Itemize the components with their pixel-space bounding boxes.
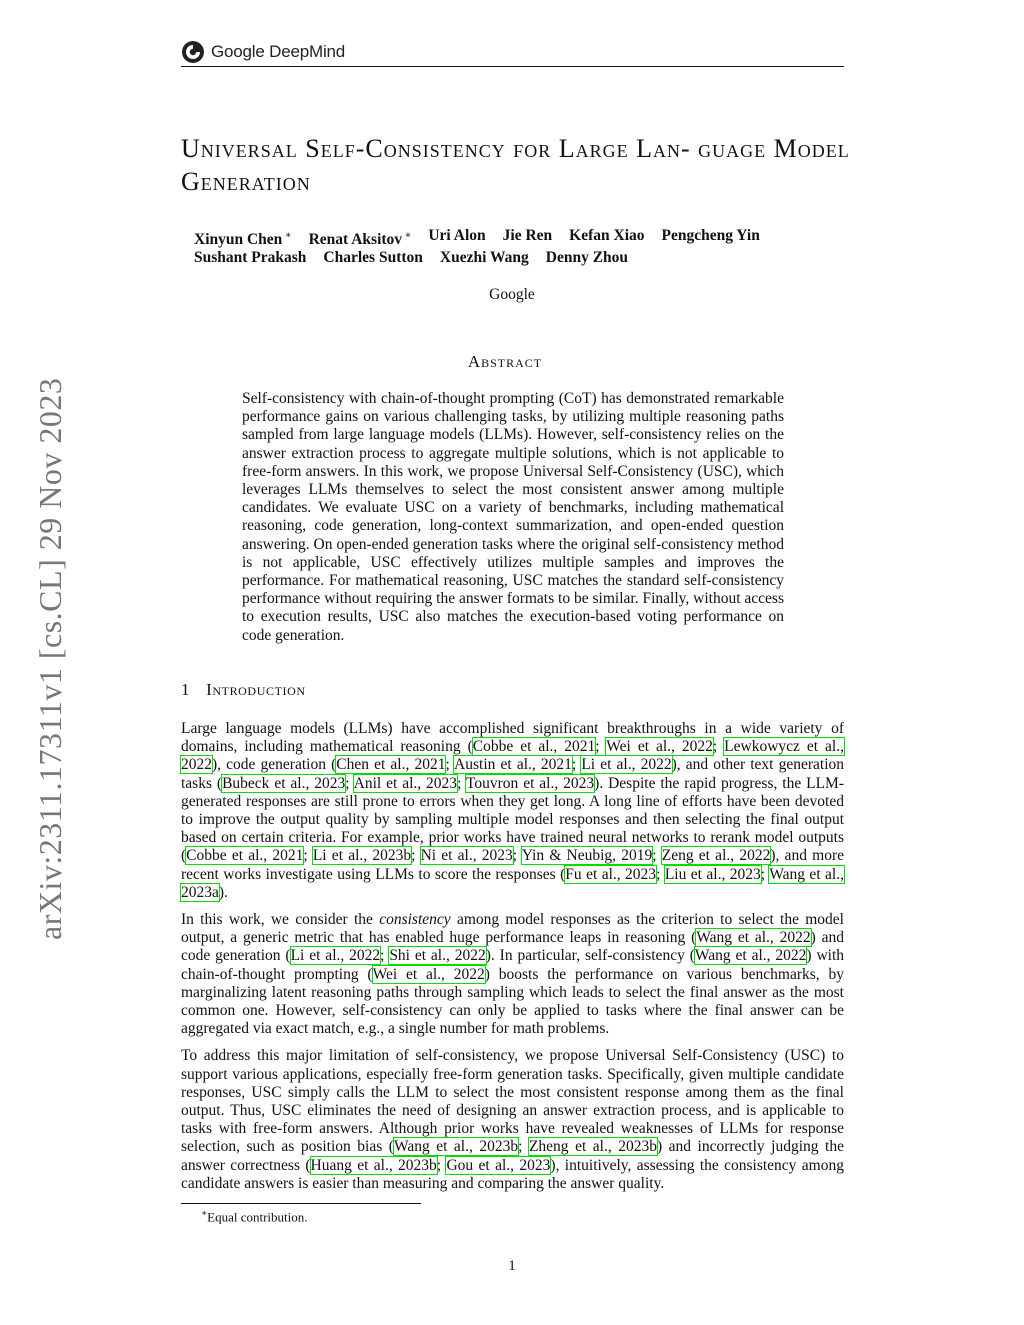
citation-link[interactable]: Anil et al., 2023 (353, 774, 458, 792)
paper-title: Universal Self-Consistency for Large Lan- guage Model Generation (181, 134, 850, 196)
paragraph: Large language models (LLMs) have accomplished significant breakthroughs in a wide variety of domains, including mathematical reasoning (Cobbe et al., 2021; Wei et al., 2022; Lewkowycz et al., 2022), code generation (Chen et al., 2021; Austin et al., 2021; Li et al., 2022), and other text generation tasks (Bubeck et al., 2023; Anil et al., 2023; Touvron et al., 2023). Despite the rapid progress, the LLM-generated responses are still prone to errors when they get long. A long line of efforts have been devoted to improve the output quality by sampling multiple model responses and then selecting the final output based on certain criteria. For example, prior works have trained neural networks to rerank model outputs (Cobbe et al., 2021; Li et al., 2023b; Ni et al., 2023; Yin & Neubig, 2019; Zeng et al., 2022), and more recent works investigate using LLMs to score the responses (Fu et al., 2023; Liu et al., 2023; Wang et al., 2023a). (181, 720, 845, 901)
author-list (194, 227, 834, 267)
author-name: Xinyun Chen ∗ (194, 230, 292, 249)
logo-text: Google DeepMind (211, 42, 346, 61)
author-mark: ∗ (402, 230, 412, 241)
citation-link[interactable]: Li et al., 2022 (581, 756, 672, 774)
citation-link[interactable]: Huang et al., 2023b (310, 1156, 437, 1174)
citation-link[interactable]: Cobbe et al., 2021 (472, 738, 596, 756)
citation-link[interactable]: Yin & Neubig, 2019 (521, 847, 653, 865)
citation-link[interactable]: Chen et al., 2021 (336, 756, 446, 774)
author-mark: ∗ (282, 230, 292, 241)
paragraph: To address this major limitation of self-consistency, we propose Universal Self-Consistency (USC) to support various applications, especially free-form generation tasks. Specifically, given multiple candidate responses, USC simply calls the LLM to select the most consistent response among them as the final output. Thus, USC eliminates the need of designing an answer extraction process, and is applicable to tasks with free-form answers. Although prior works have revealed weaknesses of LLMs for response selection, such as position bias (Wang et al., 2023b; Zheng et al., 2023b) and incorrectly judging the answer correctness (Huang et al., 2023b; Gou et al., 2023), intuitively, assessing the consistency among candidate answers is easier than measuring and comparing the answer quality. (181, 1047, 844, 1192)
deepmind-logo (181, 40, 844, 64)
citation-link[interactable]: Fu et al., 2023 (565, 865, 657, 883)
citation-link[interactable]: Wang et al., 2023a (181, 865, 844, 901)
section-number: 1 (181, 680, 191, 699)
citation-link[interactable]: Wang et al., 2022 (696, 929, 811, 947)
author-name: Jie Ren (502, 227, 553, 244)
citation-link[interactable]: Zheng et al., 2023b (528, 1138, 657, 1156)
citation-link[interactable]: Shi et al., 2022 (389, 947, 486, 965)
deepmind-logo-icon (181, 40, 205, 64)
citation-link[interactable]: Liu et al., 2023 (664, 865, 761, 883)
author-name: Pengcheng Yin (661, 227, 760, 244)
abstract-heading: Abstract (467, 352, 543, 371)
page-number: 1 (508, 1258, 516, 1274)
author-name: Renat Aksitov ∗ (308, 230, 412, 249)
arxiv-stamp[interactable]: arXiv:2311.17311v1 [cs.CL] 29 Nov 2023 (32, 377, 68, 940)
citation-link[interactable]: Wang et al., 2022 (694, 947, 807, 965)
author-name: Kefan Xiao (569, 227, 645, 244)
citation-link[interactable]: Li et al., 2023b (312, 847, 412, 865)
footnote-mark: ∗ (201, 1208, 208, 1218)
footnote-text: Equal contribution. (207, 1209, 308, 1225)
author-row-2 (194, 249, 834, 267)
citation-link[interactable]: Touvron et al., 2023 (466, 774, 595, 792)
author-name: Xuezhi Wang (439, 249, 529, 267)
citation-link[interactable]: Cobbe et al., 2021 (186, 847, 304, 865)
citation-link[interactable]: Wei et al., 2022 (372, 965, 485, 983)
citation-link[interactable]: Zeng et al., 2022 (661, 847, 771, 865)
citation-link[interactable]: Wei et al., 2022 (606, 738, 713, 756)
footnote-rule (181, 1203, 421, 1204)
citation-link[interactable]: Lewkowycz et al., 2022 (181, 738, 844, 774)
author-row-1 (194, 227, 834, 249)
author-name: Charles Sutton (323, 249, 423, 267)
citation-link[interactable]: Ni et al., 2023 (420, 847, 513, 865)
introduction-body (181, 720, 844, 1202)
citation-link[interactable]: Gou et al., 2023 (446, 1156, 551, 1174)
citation-link[interactable]: Bubeck et al., 2023 (222, 774, 346, 792)
author-name: Uri Alon (428, 227, 486, 244)
paragraph: In this work, we consider the consistency among model responses as the criterion to select the model output, a generic metric that has enabled huge performance leaps in reasoning (Wang et al., 2022) and code generation (Li et al., 2022; Shi et al., 2022). In particular, self-consistency (Wang et al., 2022) with chain-of-thought prompting (Wei et al., 2022) boosts the performance on various benchmarks, by marginalizing latent reasoning paths through sampling which leads to select the final answer as the most common one. However, self-consistency can only be applied to tasks where the final answer can be aggregated via exact match, e.g., a single number for math problems. (181, 911, 845, 1038)
page-header (181, 40, 844, 68)
author-name: Sushant Prakash (194, 249, 307, 267)
emphasis: consistency (379, 911, 451, 929)
section-title: Introduction (206, 680, 306, 699)
citation-link[interactable]: Li et al., 2022 (290, 947, 381, 965)
header-rule (181, 66, 844, 67)
citation-link[interactable]: Austin et al., 2021 (454, 756, 572, 774)
citation-link[interactable]: Wang et al., 2023b (393, 1138, 519, 1156)
section-heading (181, 680, 306, 700)
affiliation: Google (489, 286, 535, 303)
author-name: Denny Zhou (545, 249, 629, 267)
abstract-text: Self-consistency with chain-of-thought prompting (CoT) has demonstrated remarkable performance gains on various challenging tasks, by utilizing multiple reasoning paths sampled from large language models (LLMs). However, self-consistency relies on the answer extraction process to aggregate multiple solutions, which is not applicable to free-form answers. In this work, we propose Universal Self-Consistency (USC), which leverages LLMs themselves to select the most consistent answer among multiple candidates. We evaluate USC on a variety of benchmarks, including mathematical reasoning, code generation, long-context summarization, and open-ended question answering. On open-ended generation tasks where the original self-consistency method is not applicable, USC effectively utilizes multiple samples and improves the performance. For mathematical reasoning, USC matches the standard self-consistency performance without requiring the answer formats to be similar. Finally, without access to execution results, USC also matches the execution-based voting performance on code generation. (242, 390, 784, 644)
footnote (201, 1208, 308, 1225)
